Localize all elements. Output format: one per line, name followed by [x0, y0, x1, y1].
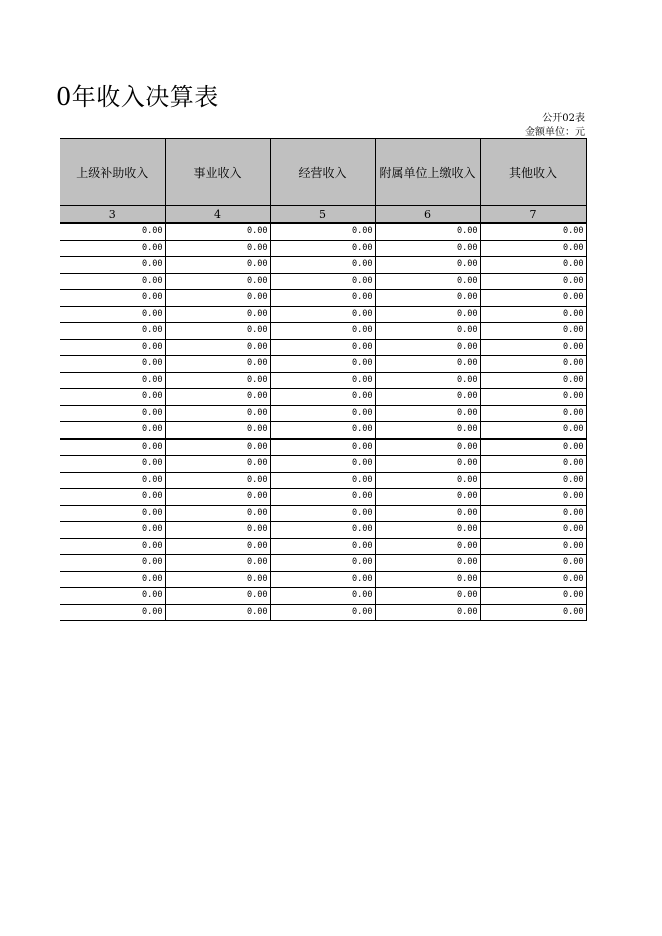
table-row — [60, 522, 586, 539]
table-cell: 0.00 — [270, 356, 375, 373]
table-cell: 0.00 — [270, 306, 375, 323]
table-cell: 0.00 — [375, 323, 480, 340]
table-cell: 0.00 — [60, 588, 165, 605]
table-row — [60, 290, 586, 307]
table-cell: 0.00 — [480, 240, 586, 257]
table-cell: 0.00 — [480, 356, 586, 373]
unit-label: 金额单位：元 — [525, 127, 585, 138]
table-cell: 0.00 — [60, 538, 165, 555]
table-cell: 0.00 — [60, 604, 165, 621]
table-cell: 0.00 — [270, 538, 375, 555]
table-cell: 0.00 — [60, 522, 165, 539]
table-cell: 0.00 — [375, 604, 480, 621]
table-cell: 0.00 — [60, 472, 165, 489]
table-cell: 0.00 — [60, 356, 165, 373]
table-cell: 0.00 — [165, 240, 270, 257]
column-header-upper-subsidy: 上级补助收入 — [60, 139, 165, 206]
table-cell: 0.00 — [375, 538, 480, 555]
table-cell: 0.00 — [60, 456, 165, 473]
table-cell: 0.00 — [270, 456, 375, 473]
table-cell: 0.00 — [480, 323, 586, 340]
table-row — [60, 439, 586, 456]
table-cell: 0.00 — [375, 389, 480, 406]
table-cell: 0.00 — [165, 372, 270, 389]
table-cell: 0.00 — [165, 588, 270, 605]
table-cell: 0.00 — [270, 555, 375, 572]
table-cell: 0.00 — [270, 372, 375, 389]
table-row — [60, 489, 586, 506]
table-cell: 0.00 — [60, 489, 165, 506]
table-cell: 0.00 — [480, 389, 586, 406]
table-cell: 0.00 — [270, 240, 375, 257]
table-cell: 0.00 — [480, 456, 586, 473]
table-row — [60, 339, 586, 356]
table-cell: 0.00 — [480, 489, 586, 506]
table-row — [60, 223, 586, 240]
table-row — [60, 389, 586, 406]
table-cell: 0.00 — [480, 555, 586, 572]
table-cell: 0.00 — [375, 472, 480, 489]
table-cell: 0.00 — [60, 240, 165, 257]
column-index: 5 — [270, 206, 375, 224]
table-row — [60, 555, 586, 572]
table-cell: 0.00 — [480, 273, 586, 290]
table-cell: 0.00 — [480, 472, 586, 489]
table-cell: 0.00 — [480, 372, 586, 389]
table-cell: 0.00 — [165, 555, 270, 572]
table-row — [60, 240, 586, 257]
table-cell: 0.00 — [480, 588, 586, 605]
table-row — [60, 372, 586, 389]
column-index: 4 — [165, 206, 270, 224]
table-cell: 0.00 — [270, 273, 375, 290]
table-cell: 0.00 — [375, 405, 480, 422]
table-cell: 0.00 — [480, 604, 586, 621]
table-cell: 0.00 — [375, 456, 480, 473]
column-header-operating-income: 经营收入 — [270, 139, 375, 206]
table-cell: 0.00 — [165, 489, 270, 506]
table-cell: 0.00 — [375, 439, 480, 456]
index-row — [60, 206, 586, 224]
column-index: 6 — [375, 206, 480, 224]
table-cell: 0.00 — [270, 290, 375, 307]
table-row — [60, 604, 586, 621]
table-cell: 0.00 — [165, 356, 270, 373]
table-cell: 0.00 — [480, 505, 586, 522]
table-code: 公开02表 — [542, 113, 585, 124]
table-cell: 0.00 — [60, 257, 165, 274]
table-cell: 0.00 — [375, 571, 480, 588]
table-cell: 0.00 — [375, 290, 480, 307]
table-cell: 0.00 — [165, 604, 270, 621]
table-cell: 0.00 — [375, 240, 480, 257]
table-cell: 0.00 — [60, 223, 165, 240]
table-cell: 0.00 — [375, 306, 480, 323]
table-cell: 0.00 — [165, 456, 270, 473]
table-cell: 0.00 — [375, 273, 480, 290]
table-cell: 0.00 — [480, 405, 586, 422]
table-cell: 0.00 — [165, 323, 270, 340]
table-cell: 0.00 — [375, 257, 480, 274]
table-cell: 0.00 — [165, 223, 270, 240]
table-row — [60, 472, 586, 489]
table-cell: 0.00 — [480, 306, 586, 323]
table-cell: 0.00 — [270, 422, 375, 439]
table-cell: 0.00 — [165, 405, 270, 422]
table-cell: 0.00 — [60, 505, 165, 522]
table-cell: 0.00 — [165, 439, 270, 456]
table-cell: 0.00 — [375, 223, 480, 240]
table-cell: 0.00 — [270, 389, 375, 406]
table-cell: 0.00 — [375, 339, 480, 356]
table-cell: 0.00 — [60, 323, 165, 340]
table-row — [60, 323, 586, 340]
table-cell: 0.00 — [270, 439, 375, 456]
table-cell: 0.00 — [165, 306, 270, 323]
table-cell: 0.00 — [165, 522, 270, 539]
table-cell: 0.00 — [375, 522, 480, 539]
column-index: 3 — [60, 206, 165, 224]
table-cell: 0.00 — [480, 439, 586, 456]
table-cell: 0.00 — [60, 422, 165, 439]
table-cell: 0.00 — [375, 588, 480, 605]
table-cell: 0.00 — [375, 372, 480, 389]
table-cell: 0.00 — [165, 257, 270, 274]
table-row — [60, 405, 586, 422]
table-cell: 0.00 — [480, 538, 586, 555]
table-cell: 0.00 — [165, 472, 270, 489]
table-row — [60, 505, 586, 522]
table-cell: 0.00 — [165, 505, 270, 522]
table-cell: 0.00 — [375, 489, 480, 506]
table-cell: 0.00 — [270, 571, 375, 588]
table-row — [60, 571, 586, 588]
income-table — [60, 138, 587, 621]
column-header-business-income: 事业收入 — [165, 139, 270, 206]
table-cell: 0.00 — [60, 405, 165, 422]
table-cell: 0.00 — [375, 356, 480, 373]
table-cell: 0.00 — [60, 372, 165, 389]
table-cell: 0.00 — [480, 339, 586, 356]
header-row — [60, 139, 586, 206]
table-cell: 0.00 — [270, 472, 375, 489]
table-cell: 0.00 — [375, 422, 480, 439]
table-row — [60, 456, 586, 473]
table-cell: 0.00 — [165, 273, 270, 290]
table-cell: 0.00 — [270, 405, 375, 422]
table-cell: 0.00 — [60, 389, 165, 406]
table-cell: 0.00 — [60, 273, 165, 290]
table-body — [60, 223, 586, 621]
table-cell: 0.00 — [60, 571, 165, 588]
table-cell: 0.00 — [270, 257, 375, 274]
table-cell: 0.00 — [270, 604, 375, 621]
column-header-subordinate-unit-income: 附属单位上缴收入 — [375, 139, 480, 206]
column-header-other-income: 其他收入 — [480, 139, 586, 206]
table-row — [60, 538, 586, 555]
table-cell: 0.00 — [270, 522, 375, 539]
table-cell: 0.00 — [165, 538, 270, 555]
page-title: 0年收入决算表 — [56, 83, 219, 111]
table-cell: 0.00 — [270, 489, 375, 506]
table-cell: 0.00 — [480, 522, 586, 539]
table-cell: 0.00 — [165, 422, 270, 439]
table-row — [60, 422, 586, 439]
table-row — [60, 356, 586, 373]
table-cell: 0.00 — [60, 439, 165, 456]
table-cell: 0.00 — [270, 505, 375, 522]
table-cell: 0.00 — [165, 339, 270, 356]
table-cell: 0.00 — [375, 555, 480, 572]
table-row — [60, 257, 586, 274]
table-cell: 0.00 — [480, 257, 586, 274]
table-cell: 0.00 — [60, 339, 165, 356]
table-cell: 0.00 — [480, 422, 586, 439]
table-cell: 0.00 — [270, 588, 375, 605]
table-cell: 0.00 — [60, 290, 165, 307]
table-cell: 0.00 — [270, 223, 375, 240]
table-row — [60, 273, 586, 290]
table-cell: 0.00 — [165, 571, 270, 588]
table-cell: 0.00 — [165, 389, 270, 406]
table-row — [60, 588, 586, 605]
table-cell: 0.00 — [60, 306, 165, 323]
table-cell: 0.00 — [375, 505, 480, 522]
table-cell: 0.00 — [165, 290, 270, 307]
table-row — [60, 306, 586, 323]
table-cell: 0.00 — [60, 555, 165, 572]
column-index: 7 — [480, 206, 586, 224]
table-cell: 0.00 — [480, 290, 586, 307]
table-cell: 0.00 — [270, 323, 375, 340]
table-cell: 0.00 — [480, 571, 586, 588]
table-cell: 0.00 — [480, 223, 586, 240]
table-cell: 0.00 — [270, 339, 375, 356]
